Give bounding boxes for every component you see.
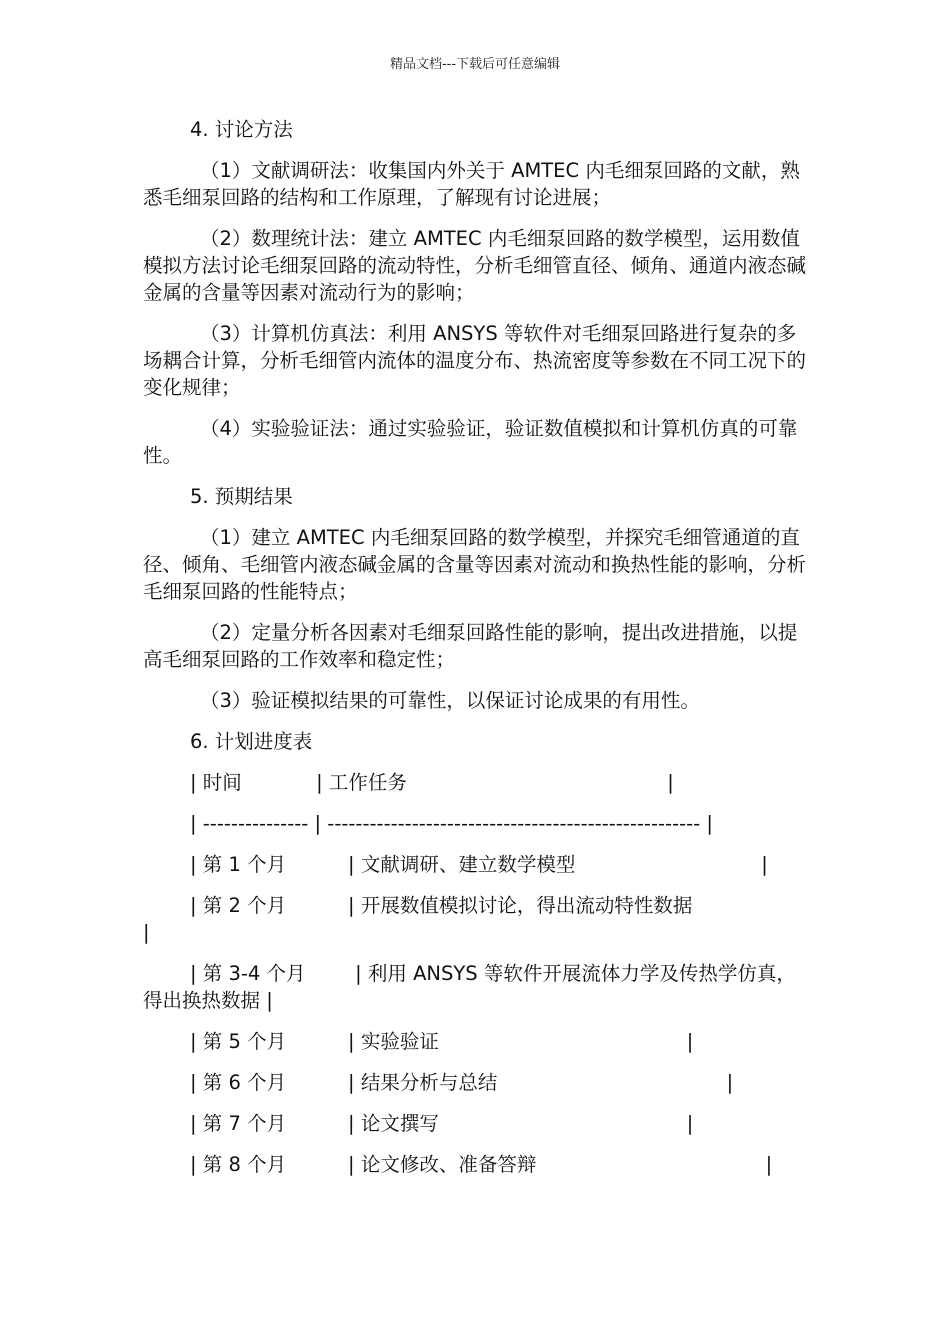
schedule-row-month-6: | 第 6 个月 | 结果分析与总结 | <box>190 1071 734 1094</box>
schedule-row-month-5: | 第 5 个月 | 实验验证 | <box>190 1030 694 1053</box>
paragraph-result-verification: （3）验证模拟结果的可靠性，以保证讨论成果的有用性。 <box>200 689 700 712</box>
schedule-row-month-3-4: | 第 3-4 个月 | 利用 ANSYS 等软件开展流体力学及传热学仿真，得出换热数据 | <box>143 962 796 1012</box>
paragraph-computer-simulation: （3）计算机仿真法：利用 ANSYS 等软件对毛细泵回路进行复杂的多场耦合计算，分析毛细管内流体的温度分布、热流密度等参数在不同工况下的变化规律； <box>143 322 807 399</box>
section-heading-expected-results: 5. 预期结果 <box>190 485 293 508</box>
page-header: 精品文档---下载后可任意编辑 <box>389 57 561 72</box>
section-heading-schedule: 6. 计划进度表 <box>190 730 313 753</box>
schedule-row-month-8: | 第 8 个月 | 论文修改、准备答辩 | <box>190 1153 773 1176</box>
paragraph-result-model: （1）建立 AMTEC 内毛细泵回路的数学模型，并探究毛细管通道的直径、倾角、毛细管内液态碱金属的含量等因素对流动和换热性能的影响，分析毛细泵回路的性能特点； <box>143 526 807 603</box>
paragraph-result-quantitative: （2）定量分析各因素对毛细泵回路性能的影响，提出改进措施，以提高毛细泵回路的工作效率和稳定性； <box>143 621 798 671</box>
schedule-row-month-2: | 第 2 个月 | 开展数值模拟讨论，得出流动特性数据 | <box>143 894 928 944</box>
paragraph-literature-research: （1）文献调研法：收集国内外关于 AMTEC 内毛细泵回路的文献，熟悉毛细泵回路的结构和工作原理，了解现有讨论进展； <box>143 159 800 209</box>
document-body <box>143 116 928 1192</box>
paragraph-mathematical-statistics: （2）数理统计法：建立 AMTEC 内毛细泵回路的数学模型，运用数值模拟方法讨论毛细泵回路的流动特性，分析毛细管直径、倾角、通道内液态碱金属的含量等因素对流动行为的影响； <box>143 227 807 304</box>
schedule-row-month-1: | 第 1 个月 | 文献调研、建立数学模型 | <box>190 853 768 876</box>
schedule-row-month-7: | 第 7 个月 | 论文撰写 | <box>190 1112 694 1135</box>
section-heading-research-methods: 4. 讨论方法 <box>190 118 293 141</box>
paragraph-experimental-validation: （4）实验验证法：通过实验验证，验证数值模拟和计算机仿真的可靠性。 <box>143 417 798 467</box>
schedule-table-separator: | --------------- | ----------------------------------------------------- | <box>190 812 713 835</box>
schedule-table-header: | 时间 | 工作任务 | <box>190 771 674 794</box>
